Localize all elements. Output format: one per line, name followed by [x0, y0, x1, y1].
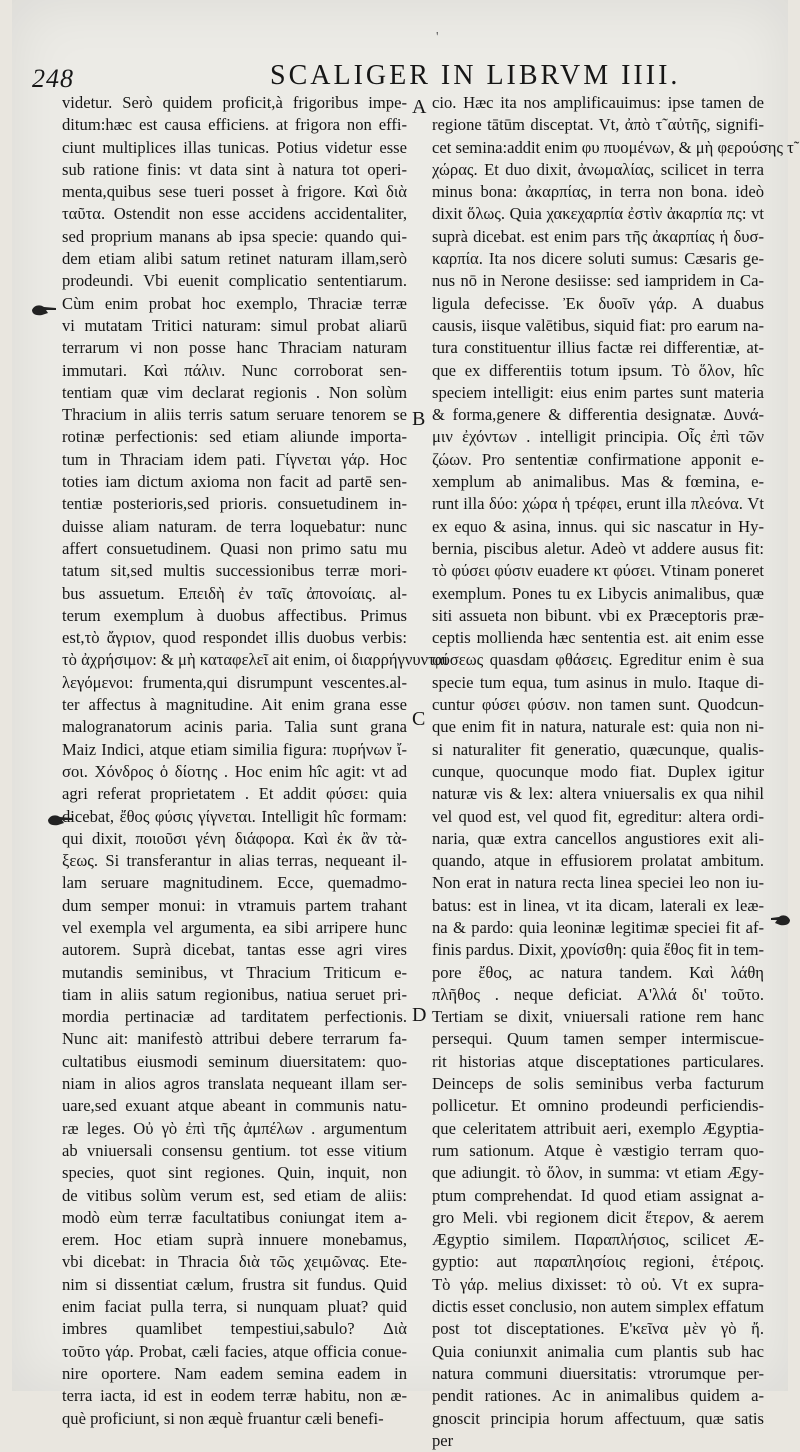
- text-line: dem etiam alibi satum retinet naturam illam,serò: [62, 249, 407, 269]
- text-line: causis, iisque valētibus, siquid fiat: pro earum na-: [432, 315, 764, 335]
- text-line: Deinceps de solis seminibus verba facturum: [432, 1074, 764, 1094]
- text-line: ciunt multiplices illas tunicas. Potius videtur esse: [62, 137, 407, 157]
- text-line: πλῆθος . neque deficiat. Α'λλά δι' τοῦτο.: [432, 984, 764, 1004]
- left-column: [62, 92, 448, 1430]
- text-line: est,τὸ ἄγριον, quod respondet illis duobus verbis:: [62, 628, 407, 648]
- text-line: rit historias atque disceptationes particulares.: [432, 1051, 764, 1071]
- text-line: dictis esset conclusio, non autem simplex effatum: [432, 1297, 764, 1317]
- text-line: ταῦτα. Ostendit non esse accidens accidentaliter,: [62, 204, 407, 224]
- text-line: λεγόμενοι: frumenta,qui disrumpunt vescentes.al-: [62, 672, 407, 692]
- text-line: finis pardus. Dixit, χρονίσθη: quia ἔθος fit in tem-: [432, 940, 764, 960]
- text-line: tentiæ posterioris,sed prioris. consuetudinem in-: [62, 494, 407, 514]
- text-line: cultatibus eiusmodi seminum diuersitatem: quo-: [62, 1051, 407, 1071]
- text-line: gro Meli. vbi regionem dicit ἕτερον, & aerem: [432, 1207, 764, 1227]
- text-line: malogranatorum acinis paria. Talia sunt grana: [62, 717, 407, 737]
- text-line: erem. Hoc etiam suprà innuere monebamus,: [62, 1230, 407, 1250]
- text-line: tentiam quæ vim declarat regionis . Non solùm: [62, 382, 407, 402]
- text-line: autorem. Suprà dicebat, tantas esse agri vires: [62, 940, 407, 960]
- text-line: Nunc ait: manifestò attribui debere terrarum fa-: [62, 1029, 407, 1049]
- text-line: per: [432, 1430, 454, 1450]
- text-line: gnoscit principia horum affectuum, quæ satis: [432, 1408, 764, 1428]
- text-line: dixit ὅλως. Quia χακεχαρπία ἐστὶν ἀκαρπία πς: vt: [432, 204, 764, 224]
- text-line: regione tātūm disceptat. Vt, ἀπὸ τ̃ αὐτῆς, signifi-: [432, 115, 764, 135]
- text-line: ex equo & asina, innus. qui sic nascatur in Hy-: [432, 516, 764, 536]
- text-line: φύσεως quasdam φθάσεις. Egreditur enim è sua: [432, 650, 764, 670]
- text-line: pore ἔθος, ac natura tandem. Καὶ λάθη: [432, 962, 764, 982]
- pointing-hand-icon: [46, 812, 74, 828]
- text-line: batus: est in linea, vt ita dicam, laterali ex leæ-: [432, 895, 764, 915]
- margin-letter-d: D: [412, 1004, 427, 1026]
- text-line: mutandis seminibus, vt Thracium Triticum e-: [62, 962, 407, 982]
- text-line: Ægyptio similem. Παραπλήσιος, scilicet Æ-: [432, 1230, 764, 1250]
- text-line: que adiungit. τὸ ὅλον, in summa: vt etiam Ægy-: [432, 1163, 764, 1183]
- margin-letter-a: A: [412, 96, 427, 118]
- text-line: que enim fit in natura, naturale est: quia non ni-: [432, 717, 764, 737]
- text-line: uare,sed exuant atque abeant in communis natu-: [62, 1096, 407, 1116]
- text-line: specie tum equa, tum asinus in mulo. Itaque di-: [432, 672, 764, 692]
- text-line: vi mutatam Tritici naturam: simul probat aliarū: [62, 315, 407, 335]
- text-line: natura communi diuersitatis: vtrorumque per-: [432, 1363, 764, 1383]
- text-line: τὸ φύσει φύσιν euadere κτ φύσει. Vtinam poneret: [432, 561, 764, 581]
- text-line: xemplum ab animalibus. Mas & fœmina, e-: [432, 472, 764, 492]
- text-line: ab vniuersali consensu gentium. tot esse vitium: [62, 1140, 407, 1160]
- text-line: rum sationum. Atque è væstigio terram quo-: [432, 1140, 764, 1160]
- text-line: terra iacta, id est in eodem terræ habitu, non æ-: [62, 1386, 407, 1406]
- text-line: τοῦτο γάρ. Probat, cæli facies, atque officia conue-: [62, 1341, 407, 1361]
- text-line: naria, quæ extra cancellos angustiores exit ali-: [432, 828, 764, 848]
- text-line: ræ leges. Οὐ γὸ ἐπὶ τῆς ἀμπέλων . argumentum: [62, 1118, 407, 1138]
- text-line: que ex differentiis totum ipsum. Τὸ ὅλον, hîc: [432, 360, 764, 380]
- text-line: què proficiunt, si non æquè fruantur cæli benefi-: [62, 1408, 384, 1428]
- text-line: Cùm enim probat hoc exemplo, Thraciæ terræ: [62, 293, 407, 313]
- text-line: enim faciat pulla terra, si nunquam pluat? quid: [62, 1297, 407, 1317]
- text-line: rotinæ perfectionis: sed etiam aliunde importa-: [62, 427, 407, 447]
- text-line: ditum:hæc est causa efficiens. at frigora non effi-: [62, 115, 407, 135]
- text-line: cuntur φύσει φύσιν. non tamen sunt. Quodcun-: [432, 695, 764, 715]
- text-line: ceptis mollienda hæc sententia est. ait enim esse: [432, 628, 764, 648]
- text-line: tatum sit,sed multis successionibus terræ mori-: [62, 561, 407, 581]
- text-line: pollicetur. Et omnino prodeundi perficiendis-: [432, 1096, 764, 1116]
- text-line: σοι. Χόνδρος ὁ δίοτης . Hoc enim hîc agit: vt ad: [62, 761, 407, 781]
- page-number: 248: [32, 64, 74, 93]
- text-line: ξεως. Si transferantur in alias terras, nequeant il-: [62, 851, 407, 871]
- margin-letter-c: C: [412, 708, 426, 730]
- running-head: SCALIGER IN LIBRVM IIII.: [270, 60, 681, 91]
- text-line: siti assueta non bibunt. vbi ex Præceptoris præ-: [432, 605, 764, 625]
- right-column: [432, 92, 794, 1452]
- text-line: naturæ vis & lex: altera vniuersalis ex qua nihil: [432, 784, 764, 804]
- text-line: bernia, piscibus aletur. Adeò vt addere ausus fit:: [432, 538, 764, 558]
- text-line: tum in Thraciam idem pati. Γίγνεται γάρ. Hoc: [62, 449, 407, 469]
- text-line: vbi dicebat: in Thracia διὰ τῶς χειμῶνας. Ete-: [62, 1252, 407, 1272]
- pointing-hand-icon: [770, 912, 792, 928]
- text-line: lam seruare magnitudinem. Ecce, quemadmo-: [62, 873, 407, 893]
- text-line: ζώων. Pro sententiæ confirmatione apponit e-: [432, 449, 764, 469]
- text-line: vel quod est, vel quod fit, egreditur: altera ordi-: [432, 806, 764, 826]
- text-line: μιν ἐχόντων . intelligit principia. Οἷς ἐπὶ τῶν: [432, 427, 764, 447]
- text-line: suprà dicebat. est enim pars τῆς ἀκαρπίας ἡ δυσ-: [432, 226, 764, 246]
- text-line: affert consuetudinem. Quasi non primo satu mu: [62, 538, 407, 558]
- text-line: minus bona: ἀκαρπίας, in terra non bona. ideò: [432, 182, 764, 202]
- text-line: τὸ ἀχρήσιμον: & μὴ καταφελεῖ ait enim, οἱ διαρρήγνυνται: [62, 650, 448, 670]
- text-line: gyptio: aut παραπλησίοις regioni, ἑτέροις.: [432, 1252, 764, 1272]
- text-line: species, quot sint regiones. Quin, inquit, non: [62, 1163, 407, 1183]
- text-line: χώρας. Et duo dixit, ἀνωμαλίας, scilicet in terra: [432, 159, 764, 179]
- text-line: exemplum. Pones tu ex Libycis animalibus, quæ: [432, 583, 764, 603]
- text-line: persequi. Quum tamen semper intermiscue-: [432, 1029, 764, 1049]
- text-line: Thracium in aliis terris satum seruare tenorem se: [62, 405, 407, 425]
- text-line: terum exemplum à duobus affectibus. Primus: [62, 605, 407, 625]
- text-line: cunque, quocunque modo fiat. Duplex igitur: [432, 761, 764, 781]
- text-line: niam in alios agros translata nequeant illam ser-: [62, 1074, 407, 1094]
- text-line: speciem intelligit: eius enim partes sunt materia: [432, 382, 764, 402]
- text-line: nim si dissentiat cælum, frustra sit fundus. Quid: [62, 1274, 407, 1294]
- text-line: nus nō in Nerone desiisse: sed iampridem in Ca-: [432, 271, 764, 291]
- text-line: immutari. Καὶ πάλιν. Nunc corroborat sen-: [62, 360, 407, 380]
- text-line: que celeritatem attribuit aeri, exemplo Ægyptia-: [432, 1118, 764, 1138]
- text-line: de vitibus solùm verum est, sed etiam de aliis:: [62, 1185, 407, 1205]
- text-line: dicebat, ἔθος φύσις γίγνεται. Intelligit hîc formam:: [62, 806, 407, 826]
- text-line: toties iam dictum axioma non facit ad partē sen-: [62, 472, 407, 492]
- text-line: na & pardo: quia leoninæ legitimæ speciei fit af-: [432, 917, 764, 937]
- text-line: menta,quibus sese tueri posset à frigore. Καὶ διὰ: [62, 182, 407, 202]
- text-line: agri referat proprietatem . Et addit φύσει: quia: [62, 784, 407, 804]
- text-line: & forma,genere & differentia designatæ. Δυνά-: [432, 405, 764, 425]
- text-line: tiam in aliis satum regionibus, natiua seruet pri-: [62, 984, 407, 1004]
- text-line: dum semper monui: in vtramuis partem trahant: [62, 895, 407, 915]
- text-line: sub ratione finis: vt data sint à natura tot operi-: [62, 159, 407, 179]
- text-line: cio. Hæc ita nos amplificauimus: ipse tamen de: [432, 93, 764, 112]
- text-line: tura constituentur illius factæ rei differentiæ, at-: [432, 338, 764, 358]
- text-line: quando, atque in effusiorem prolatat ambitum.: [432, 851, 764, 871]
- text-line: ptum comprehendat. Id quod etiam assignat a-: [432, 1185, 764, 1205]
- text-line: videtur. Serò quidem proficit,à frigoribus impe-: [62, 93, 407, 112]
- text-line: cet semina:addit enim φυ πυομένων, & μὴ φερούσης τ̃: [432, 137, 794, 157]
- text-line: Non erat in natura recta linea speciei leo non iu-: [432, 873, 764, 893]
- text-line: vel exempla vel argumenta, ea sibi arripere hunc: [62, 917, 407, 937]
- text-line: καρπία. Ita nos dicere soluti sumus: Cæsaris ge-: [432, 249, 764, 269]
- text-line: pendit rationes. Ac in animalibus quidem a-: [432, 1386, 764, 1406]
- text-line: prodeundi. Vbi euenit complicatio sententiarum.: [62, 271, 407, 291]
- margin-letter-b: B: [412, 408, 426, 430]
- pointing-hand-icon: [30, 302, 58, 318]
- text-line: imbres quamlibet tempestiui,sabulo? Διὰ: [62, 1319, 407, 1339]
- text-line: mordia pertinaciæ ad tarditatem perfectionis.: [62, 1007, 407, 1027]
- text-line: post tot disceptationes. Ε'κεῖνα μὲν γὸ ἤ.: [432, 1319, 764, 1339]
- text-line: duisse aliam naturam. de terra loquebatur: nunc: [62, 516, 407, 536]
- text-line: si naturaliter fit generatio, quæcunque, qualis-: [432, 739, 764, 759]
- text-line: ligula defecisse. Ἐκ δυοῖν γάρ. A duabus: [432, 293, 764, 313]
- text-line: ter affectus à magnitudine. Ait enim grana esse: [62, 695, 407, 715]
- text-line: runt illa δύο: χώρα ἡ τρέφει, erunt illa πλεόνα. Vt: [432, 494, 764, 514]
- text-line: Tertiam se dixit, vniuersali ratione rem hanc: [432, 1007, 764, 1027]
- text-line: modò eùm terræ facultatibus coniungat item a-: [62, 1207, 407, 1227]
- text-line: terrarum vi non posse hanc Thraciam naturam: [62, 338, 407, 358]
- text-line: bus assuetum. Επειδὴ ἐν ταῖς ἀπονοίαις. al-: [62, 583, 407, 603]
- text-line: qui dixit, ποιοῦσι γένη διάφορα. Καὶ ἐκ ἂν τὰ-: [62, 828, 407, 848]
- text-line: nire oportere. Nam eadem semina eadem in: [62, 1363, 407, 1383]
- text-line: Τὸ γάρ. melius dixisset: τὸ οὐ. Vt ex supra-: [432, 1274, 764, 1294]
- top-mark: ': [436, 30, 439, 45]
- text-line: Quia coniunxit animalia cum plantis sub hac: [432, 1341, 764, 1361]
- text-line: Maiz Indici, atque etiam similia figura: πυρήνων ἴ-: [62, 739, 407, 759]
- text-line: sed proprium manans ab ipsa specie: quando qui-: [62, 226, 407, 246]
